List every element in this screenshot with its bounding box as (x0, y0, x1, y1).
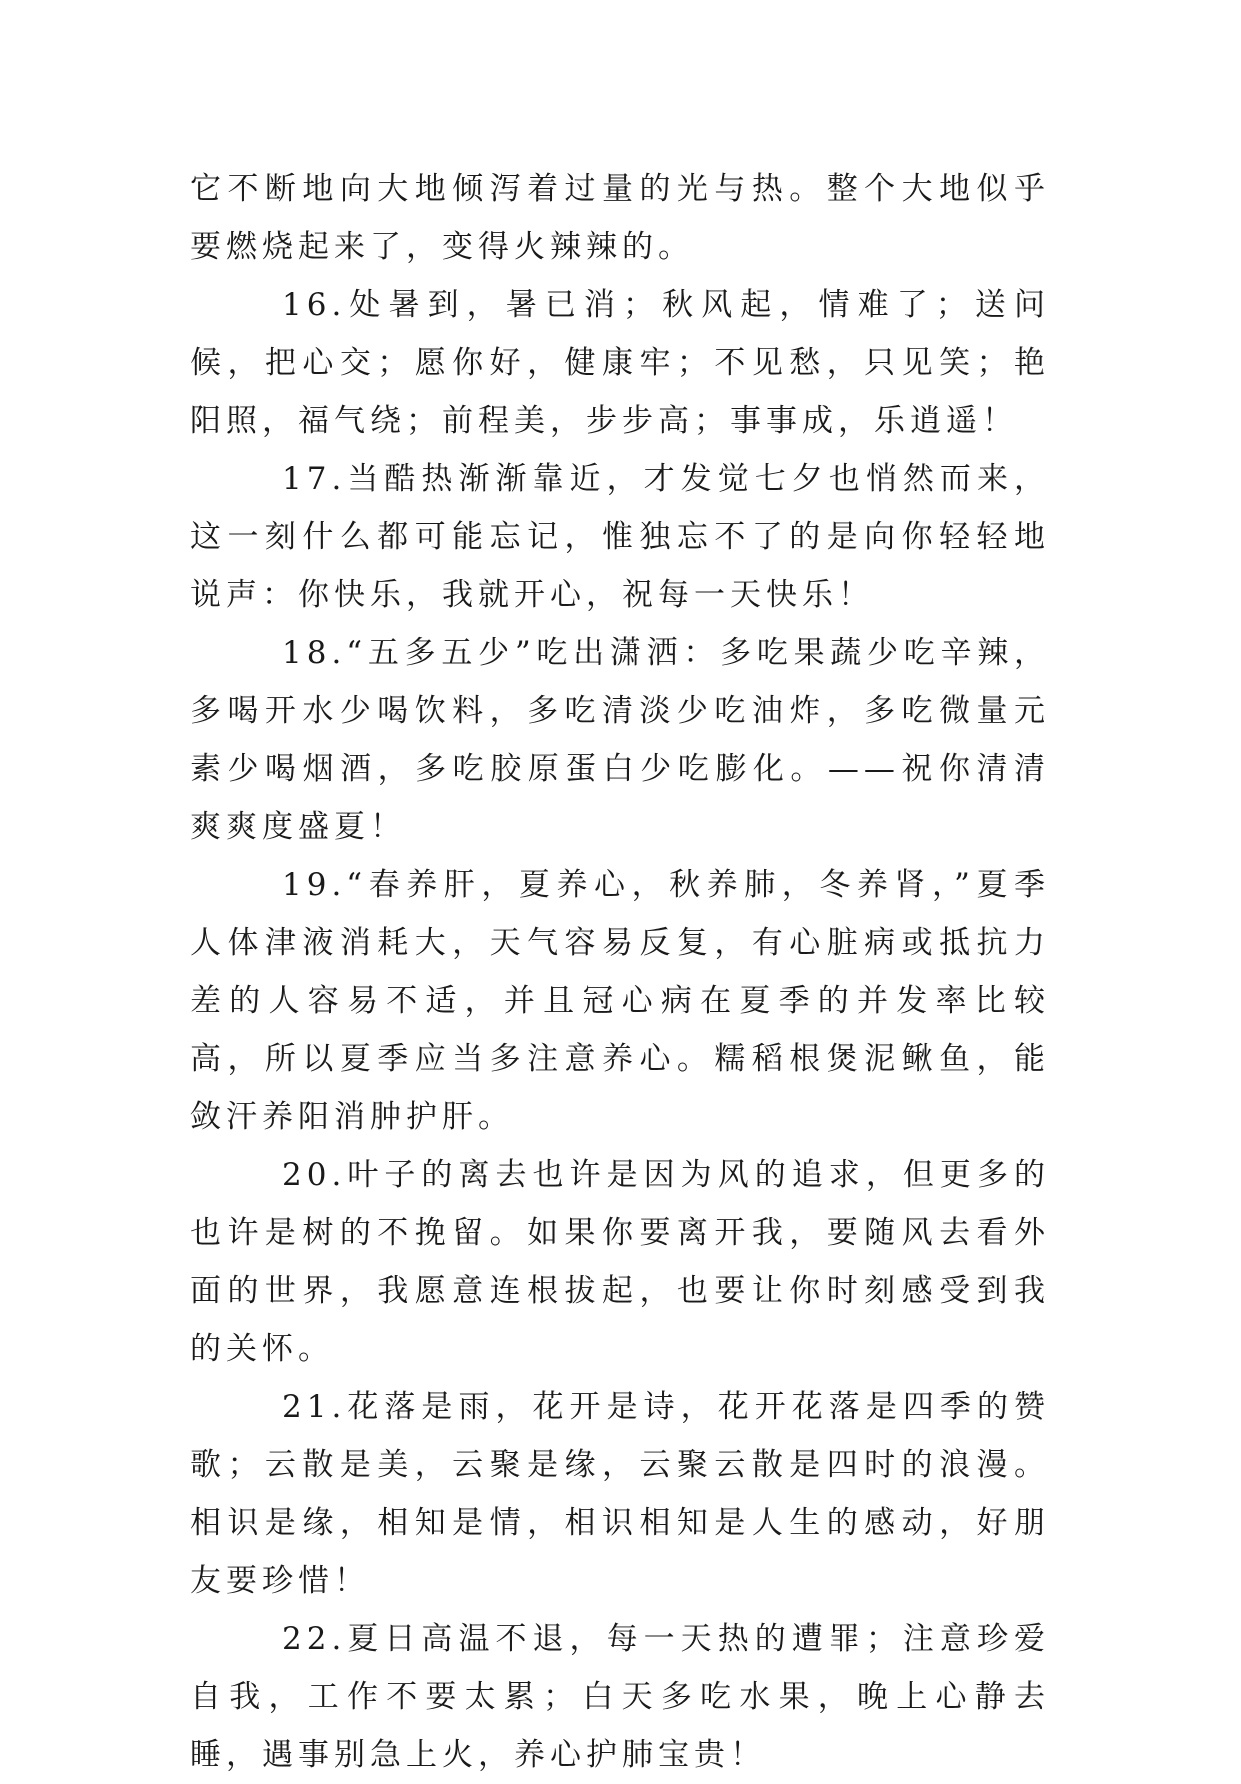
paragraph-item-21: 21.花落是雨，花开是诗，花开花落是四季的赞歌；云散是美，云聚是缘，云聚云散是四时的浪漫。相识是缘，相知是情，相识相知是人生的感动，好朋友要珍惜！ (190, 1389, 1050, 1599)
paragraph-item-20: 20.叶子的离去也许是因为风的追求，但更多的也许是树的不挽留。如果你要离开我，要随风去看外面的世界，我愿意连根拔起，也要让你时刻感受到我的关怀。 (190, 1157, 1050, 1367)
paragraph-continuation: 它不断地向大地倾泻着过量的光与热。整个大地似乎要燃烧起来了，变得火辣辣的。 (190, 171, 1050, 265)
paragraph-item-16: 16.处暑到，暑已消；秋风起，情难了；送问候，把心交；愿你好，健康牢；不见愁，只见笑；艳阳照，福气绕；前程美，步步高；事事成，乐逍遥！ (190, 287, 1050, 439)
document-page (190, 160, 1050, 1784)
paragraph-item-22: 22.夏日高温不退，每一天热的遭罪；注意珍爱自我，工作不要太累；白天多吃水果，晚上心静去睡，遇事别急上火，养心护肺宝贵！ (190, 1621, 1050, 1773)
paragraph-item-19: 19.“春养肝，夏养心，秋养肺，冬养肾，”夏季人体津液消耗大，天气容易反复，有心脏病或抵抗力差的人容易不适，并且冠心病在夏季的并发率比较高，所以夏季应当多注意养心。糯稻根煲泥鳅鱼，能敛汗养阳消肿护肝。 (190, 867, 1050, 1135)
paragraph-item-17: 17.当酷热渐渐靠近，才发觉七夕也悄然而来，这一刻什么都可能忘记，惟独忘不了的是向你轻轻地说声：你快乐，我就开心，祝每一天快乐！ (190, 461, 1050, 613)
paragraph-item-18: 18.“五多五少”吃出潇洒：多吃果蔬少吃辛辣，多喝开水少喝饮料，多吃清淡少吃油炸，多吃微量元素少喝烟酒，多吃胶原蛋白少吃膨化。——祝你清清爽爽度盛夏！ (190, 635, 1050, 845)
